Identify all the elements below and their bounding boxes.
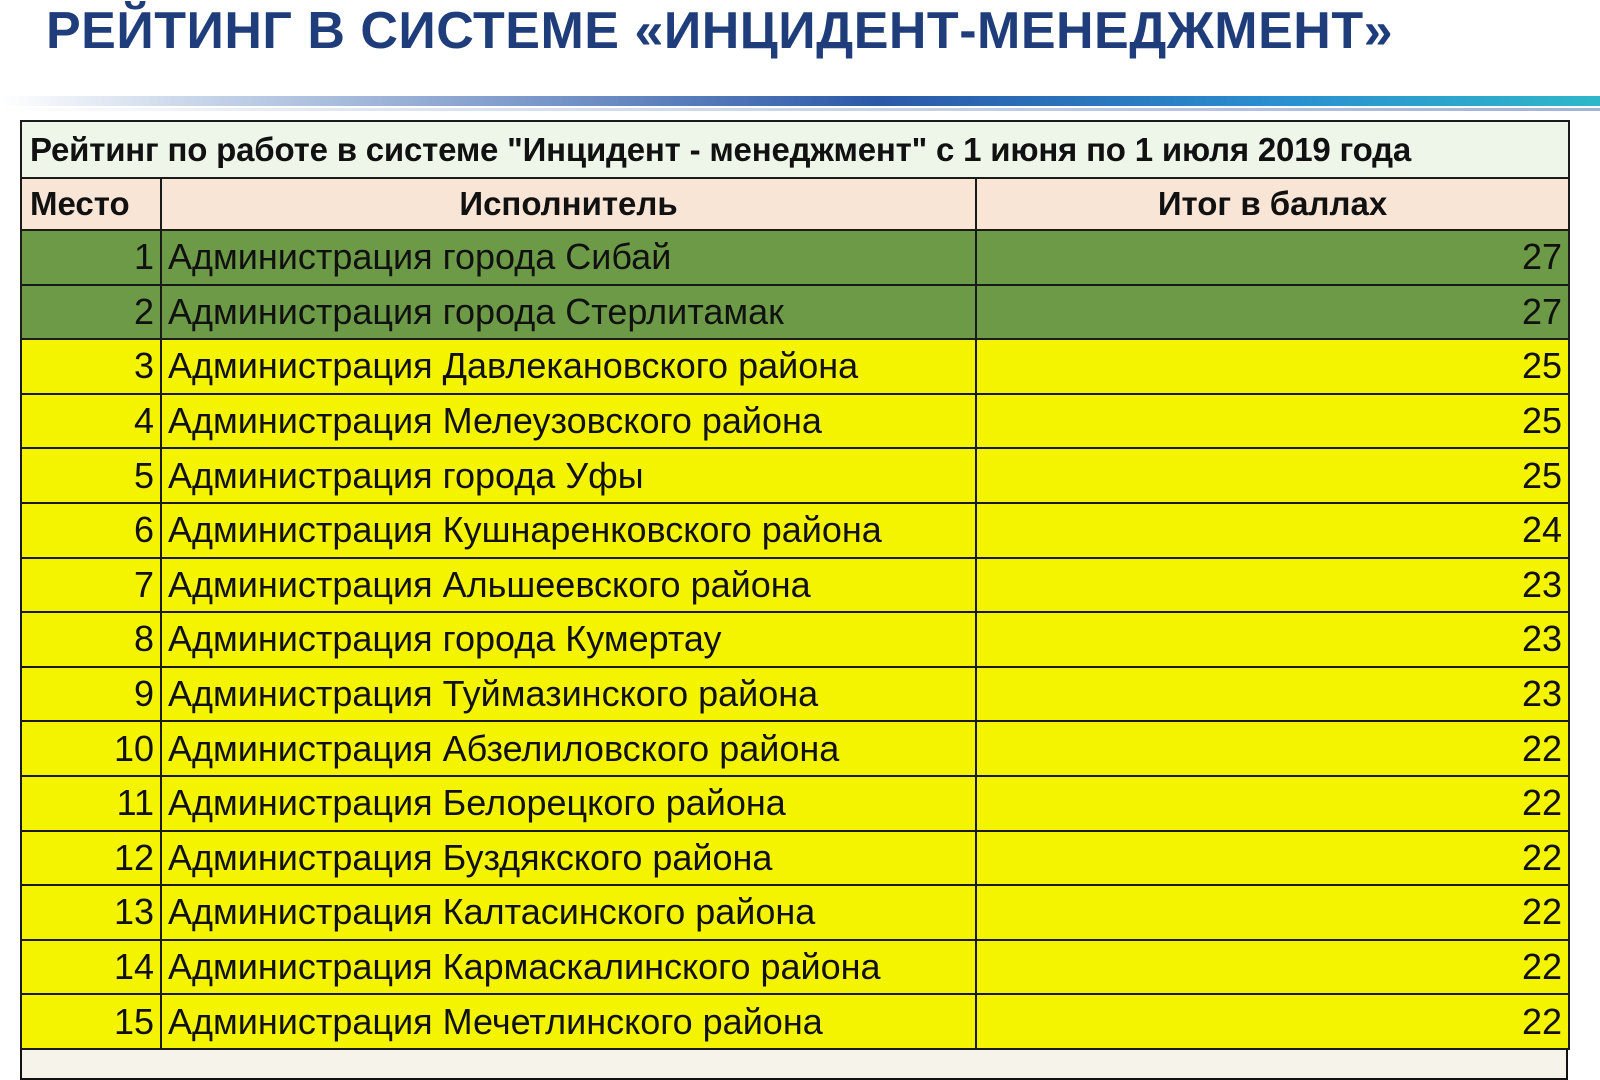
score-cell: 22 <box>976 885 1569 940</box>
executor-cell: Администрация Кушнаренковского района <box>161 503 976 558</box>
executor-cell: Администрация Мечетлинского района <box>161 994 976 1049</box>
place-cell: 6 <box>21 503 161 558</box>
score-cell: 23 <box>976 667 1569 722</box>
score-cell: 27 <box>976 285 1569 340</box>
table-row <box>21 776 1569 831</box>
place-cell: 5 <box>21 448 161 503</box>
table-row <box>21 940 1569 995</box>
executor-cell: Администрация Мелеузовского района <box>161 394 976 449</box>
score-cell: 22 <box>976 940 1569 995</box>
column-header-executor: Исполнитель <box>161 178 976 230</box>
place-cell: 13 <box>21 885 161 940</box>
table-row <box>21 448 1569 503</box>
table-row <box>21 994 1569 1049</box>
place-cell: 12 <box>21 831 161 886</box>
place-cell: 10 <box>21 721 161 776</box>
executor-cell: Администрация города Уфы <box>161 448 976 503</box>
table-row <box>21 612 1569 667</box>
table-row <box>21 558 1569 613</box>
place-cell: 2 <box>21 285 161 340</box>
executor-cell: Администрация Кармаскалинского района <box>161 940 976 995</box>
executor-cell: Администрация Туймазинского района <box>161 667 976 722</box>
table-row <box>21 394 1569 449</box>
place-cell: 9 <box>21 667 161 722</box>
table-row <box>21 503 1569 558</box>
executor-cell: Администрация Давлекановского района <box>161 339 976 394</box>
title-underline-thin-bar <box>0 108 1600 111</box>
table-row <box>21 339 1569 394</box>
score-cell: 22 <box>976 721 1569 776</box>
score-cell: 23 <box>976 558 1569 613</box>
executor-cell: Администрация города Сибай <box>161 230 976 285</box>
executor-cell: Администрация города Кумертау <box>161 612 976 667</box>
score-cell: 25 <box>976 339 1569 394</box>
table-row <box>21 285 1569 340</box>
place-cell: 8 <box>21 612 161 667</box>
score-cell: 25 <box>976 448 1569 503</box>
column-header-place: Место <box>21 178 161 230</box>
executor-cell: Администрация Абзелиловского района <box>161 721 976 776</box>
place-cell: 11 <box>21 776 161 831</box>
score-cell: 24 <box>976 503 1569 558</box>
executor-cell: Администрация Буздякского района <box>161 831 976 886</box>
score-cell: 23 <box>976 612 1569 667</box>
score-cell: 22 <box>976 776 1569 831</box>
column-header-score: Итог в баллах <box>976 178 1569 230</box>
score-cell: 27 <box>976 230 1569 285</box>
table-row <box>21 667 1569 722</box>
executor-cell: Администрация города Стерлитамак <box>161 285 976 340</box>
score-cell: 22 <box>976 994 1569 1049</box>
table-row <box>21 885 1569 940</box>
place-cell: 4 <box>21 394 161 449</box>
executor-cell: Администрация Калтасинского района <box>161 885 976 940</box>
score-cell: 22 <box>976 831 1569 886</box>
table-row <box>21 721 1569 776</box>
slide-title: РЕЙТИНГ В СИСТЕМЕ «ИНЦИДЕНТ-МЕНЕДЖМЕНТ» <box>46 2 1394 60</box>
place-cell: 15 <box>21 994 161 1049</box>
title-underline-bar <box>0 96 1600 106</box>
executor-cell: Администрация Белорецкого района <box>161 776 976 831</box>
place-cell: 1 <box>21 230 161 285</box>
place-cell: 3 <box>21 339 161 394</box>
place-cell: 14 <box>21 940 161 995</box>
table-caption: Рейтинг по работе в системе "Инцидент - менеджмент" с 1 июня по 1 июля 2019 года <box>21 121 1569 178</box>
executor-cell: Администрация Альшеевского района <box>161 558 976 613</box>
score-cell: 25 <box>976 394 1569 449</box>
place-cell: 7 <box>21 558 161 613</box>
rating-table <box>20 120 1570 1050</box>
table-row <box>21 831 1569 886</box>
table-row <box>21 230 1569 285</box>
